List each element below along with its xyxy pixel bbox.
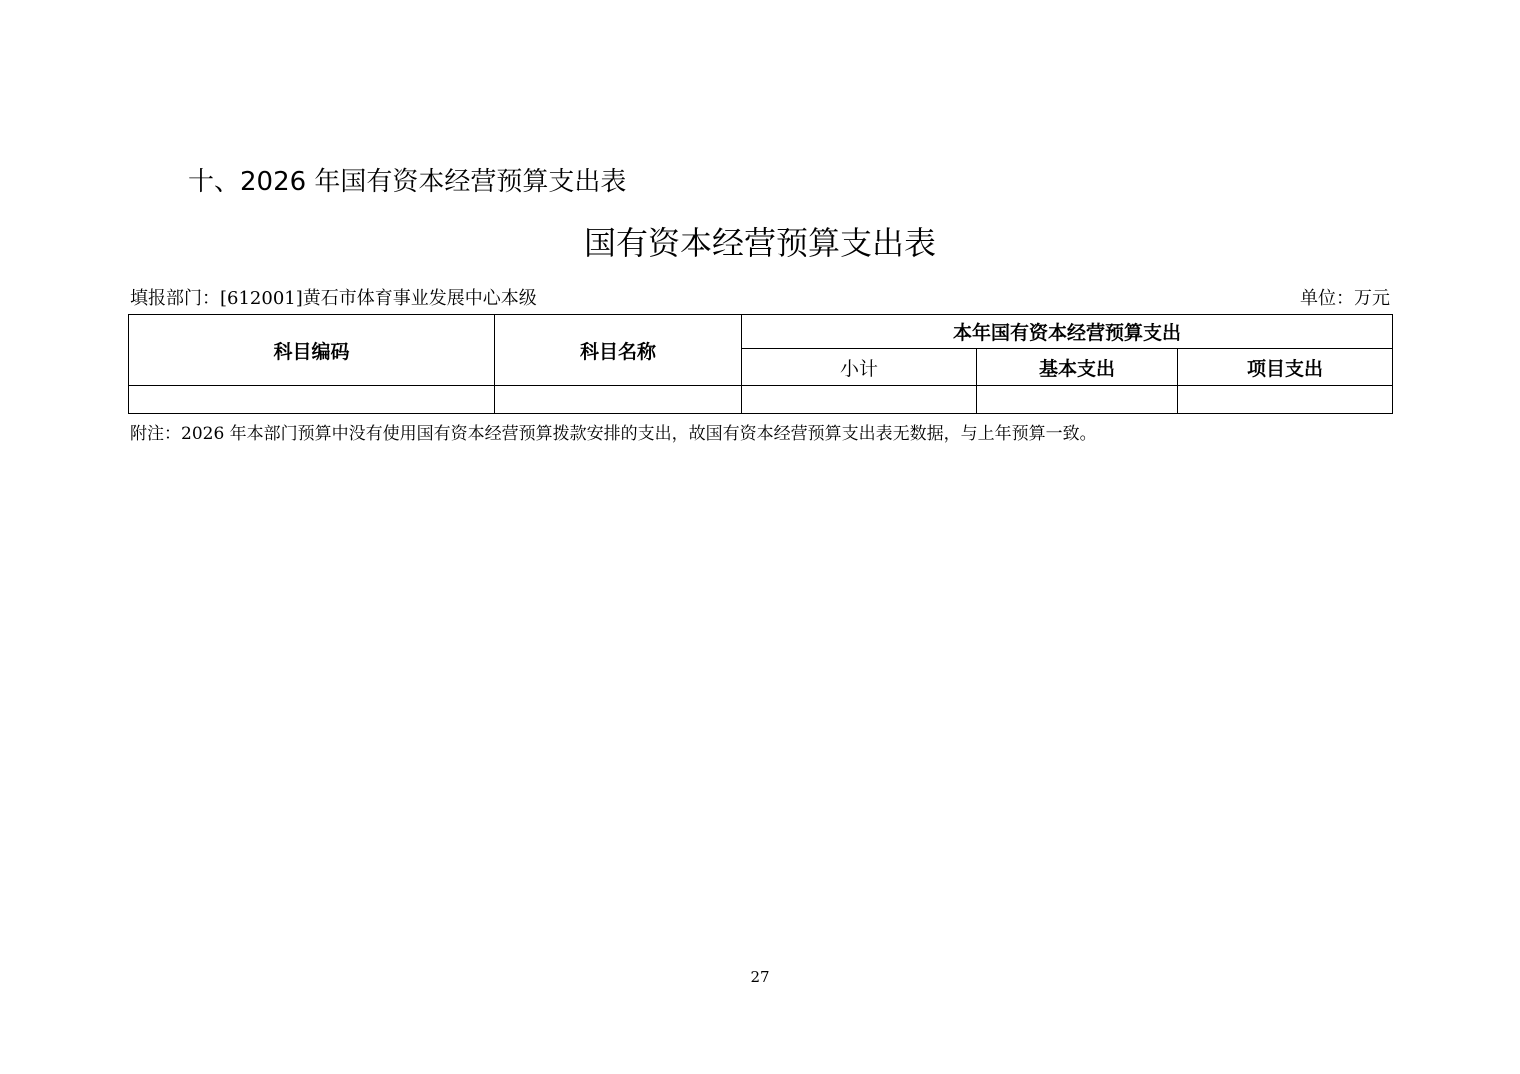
reporting-department: 填报部门：[612001]黄石市体育事业发展中心本级 [130, 288, 537, 309]
header-project-expenditure: 项目支出 [1178, 349, 1393, 386]
section-heading: 十、2026 年国有资本经营预算支出表 [188, 167, 627, 197]
budget-table [128, 314, 1393, 414]
cell-subject-code [129, 386, 495, 414]
unit-label: 单位：万元 [1300, 288, 1390, 309]
header-subtotal: 小计 [742, 349, 977, 386]
table-note: 附注：2026 年本部门预算中没有使用国有资本经营预算拨款安排的支出，故国有资本经营预算支出表无数据，与上年预算一致。 [130, 424, 1097, 444]
header-subject-code: 科目编码 [129, 315, 495, 386]
cell-subtotal [742, 386, 977, 414]
cell-subject-name [495, 386, 742, 414]
cell-project-expenditure [1178, 386, 1393, 414]
table-title: 国有资本经营预算支出表 [583, 224, 936, 262]
header-subject-name: 科目名称 [495, 315, 742, 386]
header-basic-expenditure: 基本支出 [977, 349, 1178, 386]
cell-basic-expenditure [977, 386, 1178, 414]
header-row-1 [129, 315, 1393, 349]
page-number: 27 [750, 968, 770, 986]
table-meta-row [130, 287, 1390, 311]
header-current-year-expenditure: 本年国有资本经营预算支出 [742, 315, 1393, 349]
table-row [129, 386, 1393, 414]
